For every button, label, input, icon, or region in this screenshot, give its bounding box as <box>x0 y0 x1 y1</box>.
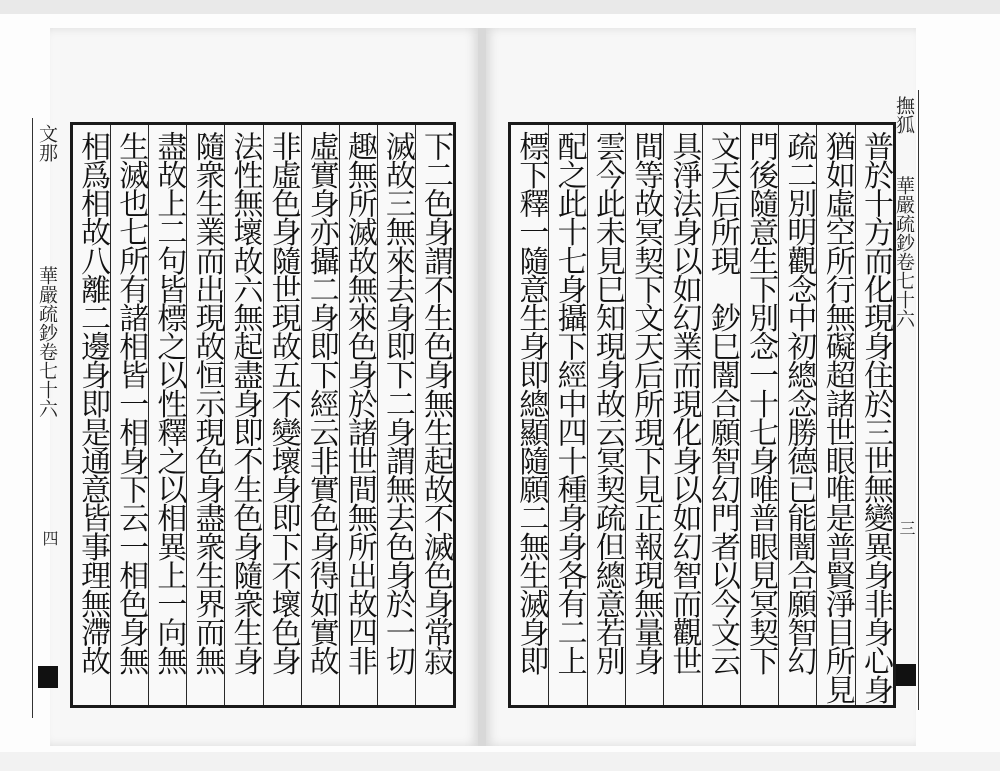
text-column: 非虛色身隨世現故五不變壞身即下不壞色身 <box>263 125 301 705</box>
left-margin-label: 文那 <box>36 124 58 162</box>
left-fishtail-mark <box>38 666 58 688</box>
text-column: 相爲相故八離二邊身即是通意皆事理無滯故 <box>75 131 111 675</box>
left-text-frame <box>70 122 456 708</box>
left-margin-rule <box>32 118 33 718</box>
text-column: 盡故上二句皆標之以性釋之以相異上一向無 <box>148 125 186 705</box>
text-column: 間等故冥契下文天后所現下見正報現無量身 <box>625 125 663 705</box>
right-margin-label: 撫狐 <box>893 96 915 134</box>
book-gutter <box>478 28 486 746</box>
left-folio-number: 四 <box>40 530 59 546</box>
text-column: 普於十方而化現身住於三世無變異身非身心身 <box>855 125 893 705</box>
right-text-frame <box>508 122 896 708</box>
right-margin-title: 華嚴疏鈔卷七十六 <box>893 176 915 328</box>
text-column: 配之此十七身攝下經中四十種身身各有二上 <box>548 125 586 705</box>
text-column: 隨衆生業而出現故恒示現色身盡衆生界而無 <box>186 125 224 705</box>
text-column: 虛實身亦攝二身即下經云非實色身得如實故 <box>301 125 339 705</box>
text-column: 猶如虛空所行無礙超諸世眼唯是普賢淨目所見 <box>816 125 854 705</box>
text-column: 滅故三無來去身即下二身謂無去色身於一切 <box>377 125 415 705</box>
scan-edge-bottom <box>0 752 1000 771</box>
text-column: 趣無所滅故無來色身於諸世間無所出故四非 <box>339 125 377 705</box>
scan-edge-top <box>0 0 1000 14</box>
text-column: 標下釋一隨意生身即總顯隨願二無生滅身即 <box>513 131 549 675</box>
text-column: 法性無壞故六無起盡身即不生色身隨衆生身 <box>224 125 262 705</box>
text-column: 具淨法身以如幻業而現化身以如幻智而觀世 <box>663 125 701 705</box>
right-fishtail-mark <box>896 664 916 686</box>
text-column: 疏二別明觀念中初總念勝德已能闇合願智幻 <box>778 125 816 705</box>
right-folio-number: 三 <box>897 520 916 536</box>
text-column: 門後隨意生下別念一十七身唯普眼見冥契下 <box>740 125 778 705</box>
text-column: 雲今此未見巳知現身故云冥契疏但總意若別 <box>587 125 625 705</box>
text-column: 文天后所現 鈔巳闇合願智幻門者以今文云 <box>702 125 740 705</box>
text-column: 生滅也七所有諸相皆一相身下云一相色身無 <box>110 125 148 705</box>
right-margin-rule <box>918 90 919 710</box>
text-column: 下二色身謂不生色身無生起故不滅色身常寂 <box>415 125 453 705</box>
left-margin-title: 華嚴疏鈔卷七十六 <box>36 266 58 418</box>
